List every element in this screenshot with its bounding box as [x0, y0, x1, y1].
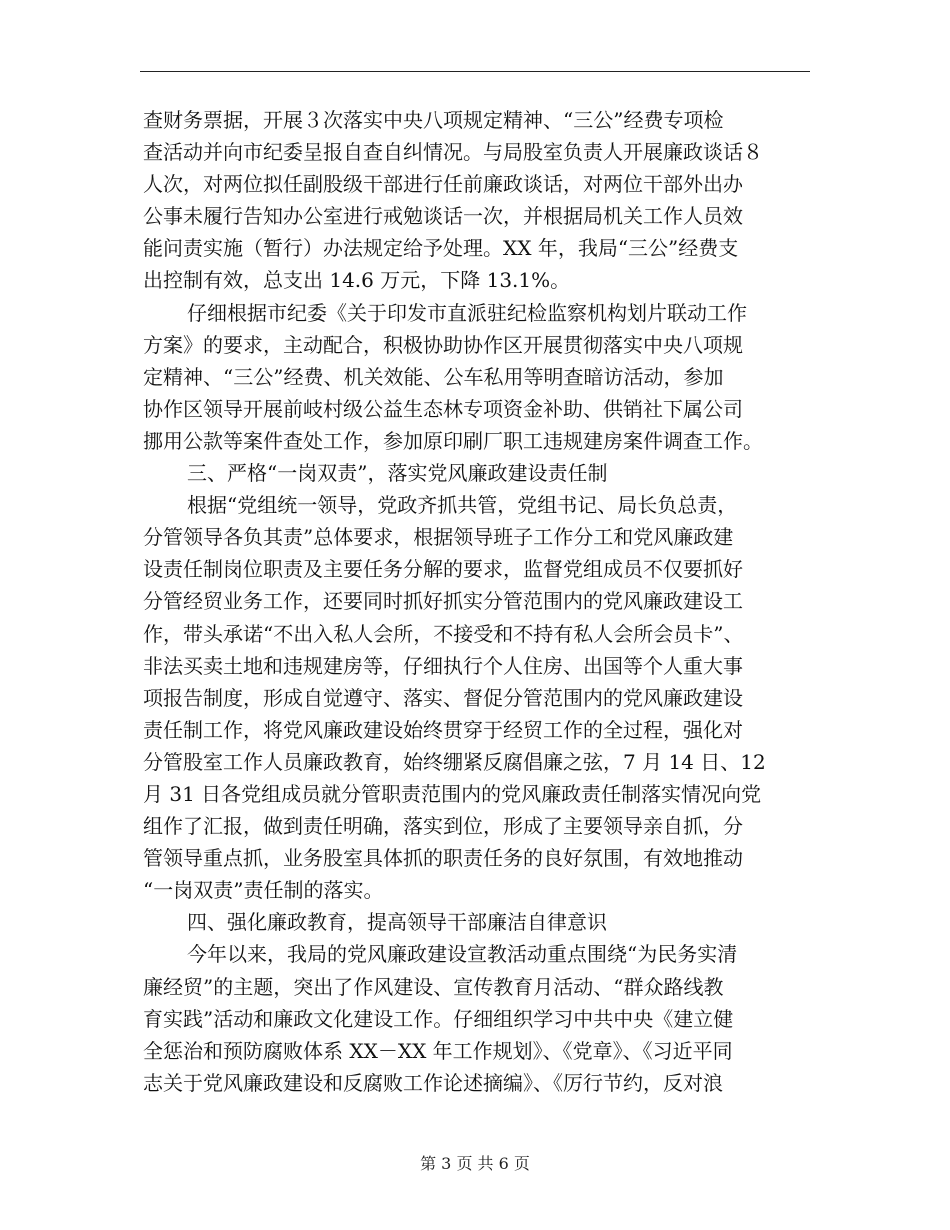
page-footer: 第 3 页 共 6 页 — [420, 1154, 530, 1173]
paragraph-first-line: 根据“党组统一领导，党政齐抓共管，党组书记、局长负总责， — [187, 493, 738, 518]
text-line: 人次，对两位拟任副股级干部进行任前廉政谈话，对两位干部外出办 — [143, 172, 743, 197]
paragraph-first-line: 仔细根据市纪委《关于印发市直派驻纪检监察机构划片联动工作 — [187, 300, 747, 325]
paragraph-first-line: 今年以来，我局的党风廉政建设宣教活动重点围绕“为民务实清 — [187, 942, 738, 967]
text-line: 能问责实施（暂行）办法规定给予处理。XX 年，我局“三公”经费支 — [143, 236, 739, 261]
text-line: 分管经贸业务工作，还要同时抓好抓实分管范围内的党风廉政建设工 — [143, 589, 743, 614]
text-line: 协作区领导开展前岐村级公益生态林专项资金补助、供销社下属公司 — [143, 396, 743, 421]
text-line: 定精神、“三公”经费、机关效能、公车私用等明查暗访活动，参加 — [143, 364, 724, 389]
text-line: 责任制工作，将党风廉政建设始终贯穿于经贸工作的全过程，强化对 — [143, 717, 743, 742]
text-line: 非法买卖土地和违规建房等，仔细执行个人住房、出国等个人重大事 — [143, 653, 743, 678]
text-line: 育实践”活动和廉政文化建设工作。仔细组织学习中共中央《建立健 — [143, 1006, 734, 1031]
text-line: 设责任制岗位职责及主要任务分解的要求，监督党组成员不仅要抓好 — [143, 557, 743, 582]
text-line: 廉经贸”的主题，突出了作风建设、宣传教育月活动、“群众路线教 — [143, 974, 724, 999]
text-line: 挪用公款等案件查处工作，参加原印刷厂职工违规建房案件调查工作。 — [143, 428, 763, 453]
text-line: 管领导重点抓，业务股室具体抓的职责任务的良好氛围，有效地推动 — [143, 846, 743, 871]
text-line: 查财务票据，开展３次落实中央八项规定精神、“三公”经费专项检 — [143, 108, 724, 132]
section-heading: 四、强化廉政教育，提高领导干部廉洁自律意识 — [187, 910, 607, 935]
text-line: 分管领导各负其责”总体要求，根据领导班子工作分工和党风廉政建 — [143, 525, 734, 550]
text-line: 公事未履行告知办公室进行戒勉谈话一次，并根据局机关工作人员效 — [143, 204, 743, 229]
text-line: 组作了汇报，做到责任明确，落实到位，形成了主要领导亲自抓，分 — [143, 814, 743, 839]
text-line: 月 31 日各党组成员就分管职责范围内的党风廉政责任制落实情况向党 — [143, 781, 762, 806]
text-line: 出控制有效，总支出 14.6 万元，下降 13.1%。 — [143, 268, 571, 293]
text-line: 分管股室工作人员廉政教育，始终绷紧反腐倡廉之弦，7 月 14 日、12 — [143, 749, 766, 774]
header-rule — [140, 71, 810, 72]
text-line: 查活动并向市纪委呈报自查自纠情况。与局股室负责人开展廉政谈话８ — [143, 140, 763, 165]
text-line: 志关于党风廉政建设和反腐败工作论述摘编》、《厉行节约，反对浪 — [143, 1070, 723, 1095]
text-line: 作，带头承诺“不出入私人会所，不接受和不持有私人会所会员卡”、 — [143, 621, 744, 646]
text-line: 项报告制度，形成自觉遵守、落实、督促分管范围内的党风廉政建设 — [143, 685, 743, 710]
text-line: “一岗双责”责任制的落实。 — [143, 878, 384, 903]
text-line: 全惩治和预防腐败体系 XX－XX 年工作规划》、《党章》、《习近平同 — [143, 1038, 733, 1063]
section-heading: 三、严格“一岗双责”，落实党风廉政建设责任制 — [187, 461, 608, 486]
text-line: 方案》的要求，主动配合，积极协助协作区开展贯彻落实中央八项规 — [143, 332, 743, 357]
body-text — [143, 104, 813, 1099]
